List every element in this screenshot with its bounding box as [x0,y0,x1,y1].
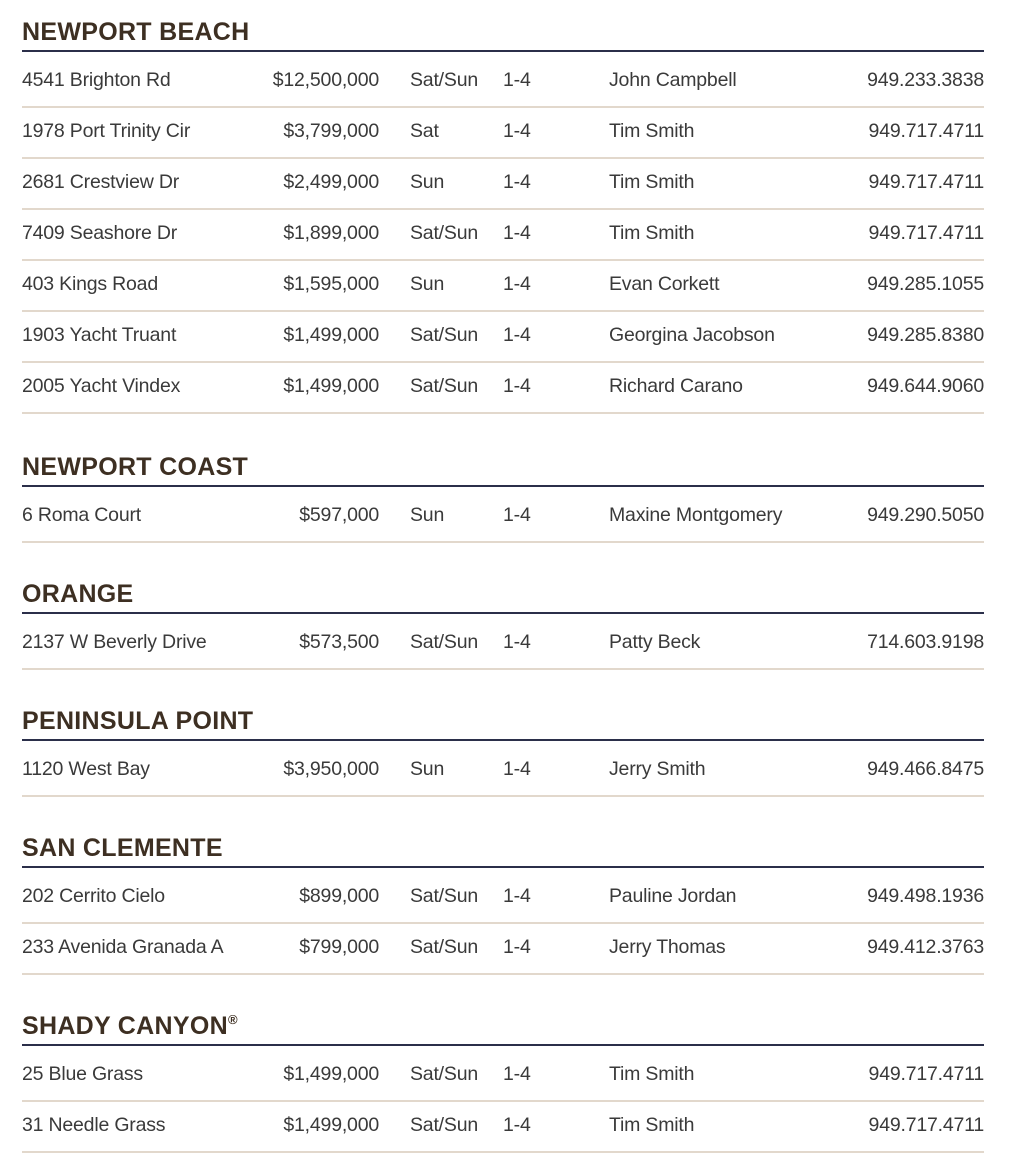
listing-address: 1978 Port Trinity Cir [22,120,191,142]
section-title [22,455,248,480]
listing-price: $597,000 [299,504,379,526]
listing-agent: John Campbell [609,69,737,91]
listing-agent: Georgina Jacobson [609,324,775,346]
listing-row [22,57,984,108]
listing-agent: Pauline Jordan [609,885,737,907]
listing-days: Sat/Sun [410,222,478,244]
section-title-text: ORANGE [22,580,134,608]
listing-price: $1,899,000 [283,222,379,244]
listing-price: $1,499,000 [283,1063,379,1085]
listing-time: 1-4 [503,504,531,526]
listing-agent: Tim Smith [609,120,695,142]
section-title-text: PENINSULA POINT [22,707,254,735]
listing-phone: 949.644.9060 [867,375,984,397]
listing-days: Sat [410,120,439,142]
listing-price: $1,595,000 [283,273,379,295]
listing-days: Sun [410,171,445,193]
listing-address: 233 Avenida Granada A [22,936,224,958]
listing-phone: 949.466.8475 [867,758,984,780]
listing-days: Sat/Sun [410,324,478,346]
listing-row [22,363,984,414]
row-divider [22,973,984,975]
listing-time: 1-4 [503,1063,531,1085]
row-divider [22,541,984,543]
listing-agent: Patty Beck [609,631,701,653]
section-rule [22,612,984,614]
listing-days: Sat/Sun [410,631,478,653]
listing-address: 4541 Brighton Rd [22,69,171,91]
listing-agent: Tim Smith [609,1063,695,1085]
listing-row [22,108,984,159]
listing-address: 25 Blue Grass [22,1063,143,1085]
listing-days: Sun [410,273,445,295]
listing-agent: Maxine Montgomery [609,504,783,526]
section-title-text: SAN CLEMENTE [22,834,223,862]
listing-row [22,210,984,261]
listing-time: 1-4 [503,936,531,958]
listing-price: $799,000 [299,936,379,958]
section-title [22,836,223,861]
section-rule [22,866,984,868]
listing-agent: Tim Smith [609,1114,695,1136]
listing-days: Sat/Sun [410,375,478,397]
section-title-text: SHADY CANYON [22,1012,228,1040]
listing-time: 1-4 [503,631,531,653]
listing-price: $573,500 [299,631,379,653]
listing-agent: Tim Smith [609,222,695,244]
listing-time: 1-4 [503,758,531,780]
listing-phone: 949.717.4711 [868,222,984,244]
listing-price: $3,799,000 [283,120,379,142]
listing-days: Sun [410,504,445,526]
listing-row [22,312,984,363]
listing-address: 202 Cerrito Cielo [22,885,165,907]
section-title [22,20,250,45]
listing-price: $1,499,000 [283,1114,379,1136]
listing-days: Sat/Sun [410,1063,478,1085]
listing-price: $2,499,000 [283,171,379,193]
listing-agent: Evan Corkett [609,273,720,295]
listing-row [22,924,984,975]
listing-price: $1,499,000 [283,375,379,397]
listing-phone: 949.285.8380 [867,324,984,346]
listing-phone: 949.498.1936 [867,885,984,907]
listing-agent: Richard Carano [609,375,743,397]
listing-phone: 949.717.4711 [868,120,984,142]
listing-time: 1-4 [503,222,531,244]
listing-row [22,261,984,312]
listing-row [22,619,984,670]
listing-row [22,1102,984,1153]
listing-time: 1-4 [503,273,531,295]
section-title [22,709,253,734]
listing-time: 1-4 [503,885,531,907]
listing-time: 1-4 [503,1114,531,1136]
listing-agent: Tim Smith [609,171,695,193]
registered-mark: ® [227,1012,238,1027]
listing-agent: Jerry Thomas [609,936,726,958]
listing-row [22,1051,984,1102]
listing-address: 1903 Yacht Truant [22,324,177,346]
section-title [22,1014,238,1039]
listing-address: 1120 West Bay [22,758,150,780]
section-title-text: NEWPORT COAST [22,453,249,481]
listing-address: 403 Kings Road [22,273,158,295]
listing-phone: 949.717.4711 [868,1114,984,1136]
row-divider [22,668,984,670]
listing-phone: 949.233.3838 [867,69,984,91]
listing-days: Sun [410,758,445,780]
listing-address: 6 Roma Court [22,504,141,526]
listing-phone: 949.412.3763 [867,936,984,958]
listing-row [22,159,984,210]
listing-days: Sat/Sun [410,1114,478,1136]
listing-time: 1-4 [503,375,531,397]
section-rule [22,739,984,741]
listing-row [22,873,984,924]
row-divider [22,412,984,414]
listing-row [22,746,984,797]
listing-days: Sat/Sun [410,69,478,91]
section-title [22,582,134,607]
listing-price: $12,500,000 [272,69,379,91]
listing-phone: 949.285.1055 [867,273,984,295]
section-rule [22,50,984,52]
listing-agent: Jerry Smith [609,758,706,780]
listing-phone: 949.290.5050 [867,504,984,526]
listing-phone: 714.603.9198 [867,631,984,653]
listing-phone: 949.717.4711 [868,171,984,193]
listing-phone: 949.717.4711 [868,1063,984,1085]
listing-time: 1-4 [503,120,531,142]
listing-days: Sat/Sun [410,885,478,907]
listing-price: $1,499,000 [283,324,379,346]
section-title-text: NEWPORT BEACH [22,18,250,46]
listing-price: $899,000 [299,885,379,907]
listing-time: 1-4 [503,171,531,193]
listing-address: 2681 Crestview Dr [22,171,179,193]
listing-row [22,492,984,543]
listing-address: 7409 Seashore Dr [22,222,178,244]
section-rule [22,1044,984,1046]
listing-time: 1-4 [503,69,531,91]
row-divider [22,795,984,797]
listing-address: 2005 Yacht Vindex [22,375,181,397]
section-rule [22,485,984,487]
listing-address: 2137 W Beverly Drive [22,631,207,653]
row-divider [22,1151,984,1153]
listing-days: Sat/Sun [410,936,478,958]
listing-price: $3,950,000 [283,758,379,780]
listing-address: 31 Needle Grass [22,1114,166,1136]
listing-time: 1-4 [503,324,531,346]
